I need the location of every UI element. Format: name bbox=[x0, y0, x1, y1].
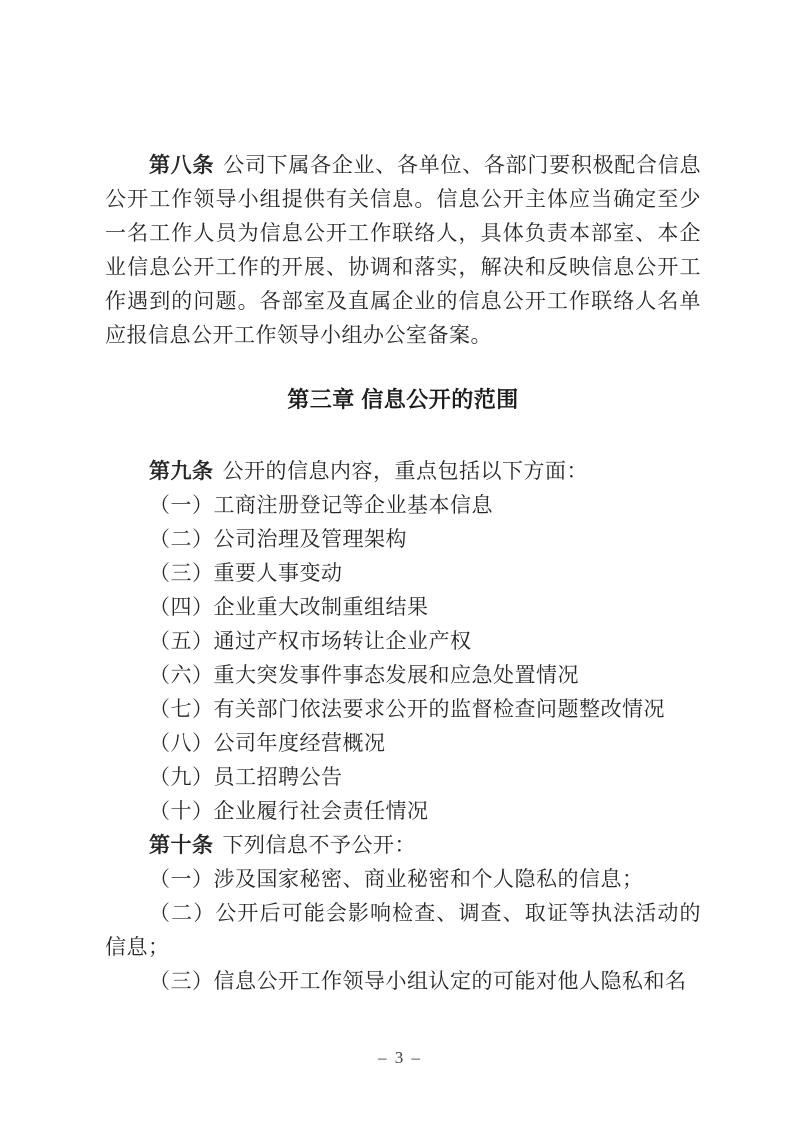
article-9-paragraph bbox=[105, 454, 701, 488]
article-9-item-2: （二）公司治理及管理架构 bbox=[149, 527, 407, 551]
article-8-paragraph bbox=[105, 148, 701, 352]
article-9-text: 公开的信息内容，重点包括以下方面： bbox=[222, 459, 588, 483]
article-10-text: 下列信息不予公开： bbox=[222, 833, 416, 857]
article-9-item-4: （四）企业重大改制重组结果 bbox=[149, 595, 429, 619]
article-9-item-9: （九）员工招聘公告 bbox=[149, 765, 343, 789]
page-number: – 3 – bbox=[378, 1048, 422, 1067]
article-9-item-3: （三）重要人事变动 bbox=[149, 561, 343, 585]
page-content bbox=[105, 148, 701, 998]
article-9-item-5: （五）通过产权市场转让企业产权 bbox=[149, 629, 472, 653]
article-10-item-2: （二）公开后可能会影响检查、调查、取证等执法活动的信息； bbox=[105, 901, 701, 959]
article-9-item-10: （十）企业履行社会责任情况 bbox=[149, 799, 429, 823]
article-9-item-7: （七）有关部门依法要求公开的监督检查问题整改情况 bbox=[149, 697, 665, 721]
article-10-paragraph bbox=[105, 828, 701, 862]
chapter-3-heading: 第三章 信息公开的范围 bbox=[287, 387, 519, 412]
article-9-item-1: （一）工商注册登记等企业基本信息 bbox=[149, 493, 493, 517]
article-9-item-8: （八）公司年度经营概况 bbox=[149, 731, 386, 755]
article-8-number: 第八条 bbox=[149, 153, 215, 177]
article-9-number: 第九条 bbox=[149, 459, 214, 483]
article-9-item-6: （六）重大突发事件事态发展和应急处置情况 bbox=[149, 663, 579, 687]
article-8-text: 公司下属各企业、各单位、各部门要积极配合信息公开工作领导小组提供有关信息。信息公开主体应当确定至少一名工作人员为信息公开工作联络人，具体负责本部室、本企业信息公开工作的开展、协调和落实，解决和反映信息公开工作遇到的问题。各部室及直属企业的信息公开工作联络人名单应报信息公开工作领导小组办公室备案。 bbox=[105, 153, 701, 347]
article-10-number: 第十条 bbox=[149, 833, 214, 857]
article-10-item-1: （一）涉及国家秘密、商业秘密和个人隐私的信息； bbox=[149, 867, 644, 891]
article-10-item-3: （三）信息公开工作领导小组认定的可能对他人隐私和名 bbox=[149, 969, 687, 993]
